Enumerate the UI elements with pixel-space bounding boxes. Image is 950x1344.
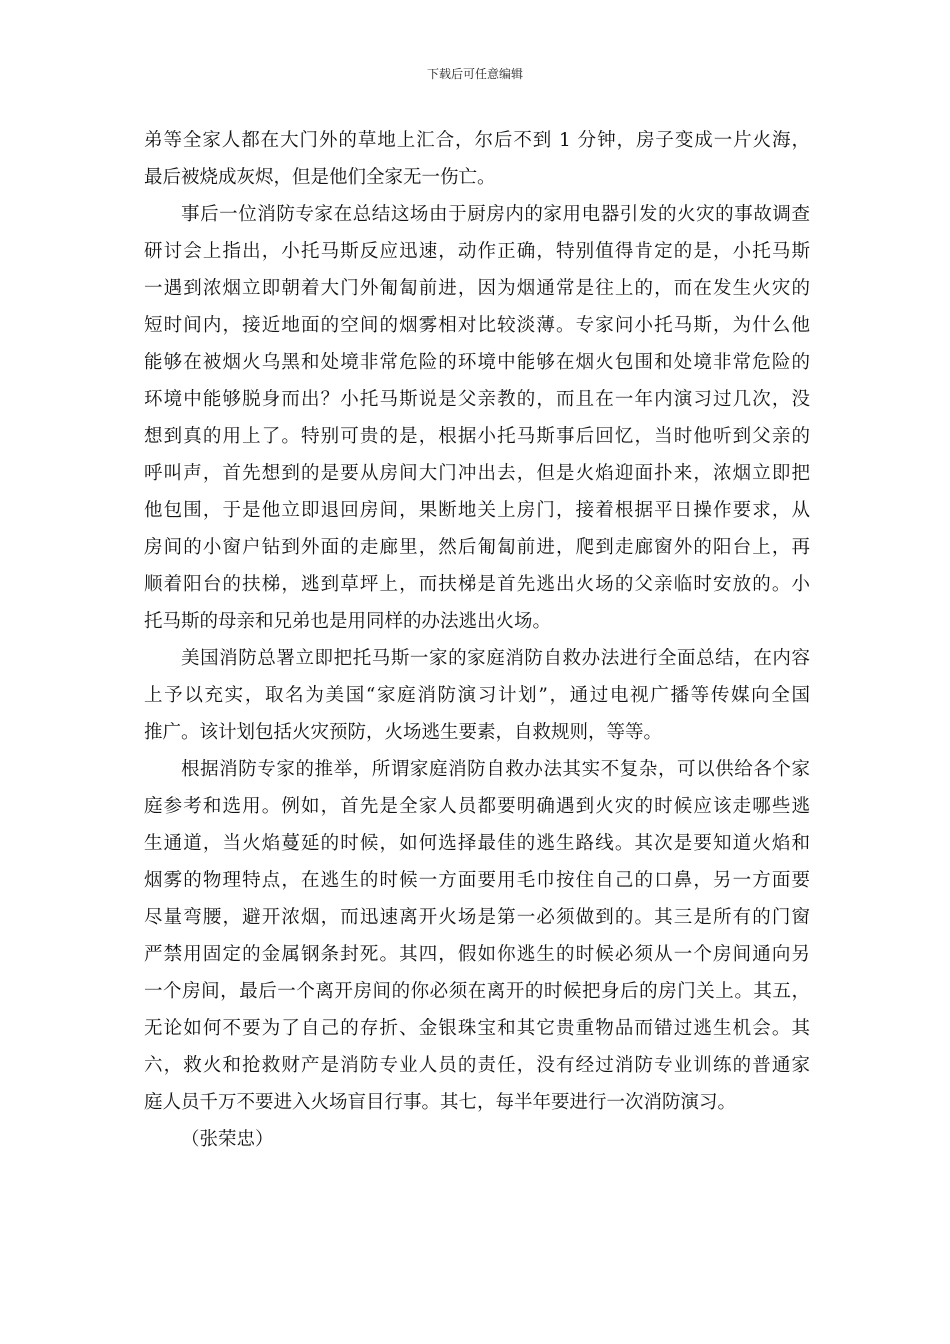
text-line: 呼叫声，首先想到的是要从房间大门冲出去，但是火焰迎面扑来，浓烟立即把 — [144, 463, 810, 484]
text-line: 托马斯的母亲和兄弟也是用同样的办法逃出火场。 — [144, 611, 552, 632]
text-line: 六，救火和抢救财产是消防专业人员的责任，没有经过消防专业训练的普通家 — [144, 1055, 810, 1076]
text-line: 想到真的用上了。特别可贵的是，根据小托马斯事后回忆，当时他听到父亲的 — [144, 426, 810, 447]
text-line: 事后一位消防专家在总结这场由于厨房内的家用电器引发的火灾的事故调查 — [181, 204, 810, 225]
text-line: 环境中能够脱身而出？小托马斯说是父亲教的，而且在一年内演习过几次，没 — [144, 389, 810, 410]
text-line: 根据消防专家的推举，所谓家庭消防自救办法其实不复杂，可以供给各个家 — [181, 759, 810, 780]
text-line: 顺着阳台的扶梯，逃到草坪上，而扶梯是首先逃出火场的父亲临时安放的。小 — [144, 574, 810, 595]
text-line: 弟等全家人都在大门外的草地上汇合，尔后不到 1 分钟，房子变成一片火海， — [144, 130, 810, 151]
text-line: 他包围，于是他立即退回房间，果断地关上房门，接着根据平日操作要求，从 — [144, 500, 810, 521]
text-line: 研讨会上指出，小托马斯反应迅速，动作正确，特别值得肯定的是，小托马斯 — [144, 241, 810, 262]
text-line: 推广。该计划包括火灾预防，火场逃生要素，自救规则，等等。 — [144, 722, 663, 743]
text-line: 严禁用固定的金属钢条封死。其四，假如你逃生的时候必须从一个房间通向另 — [144, 944, 810, 965]
document-body — [144, 122, 810, 1158]
text-lines — [144, 122, 810, 1121]
text-line: 烟雾的物理特点，在逃生的时候一方面要用毛巾按住自己的口鼻，另一方面要 — [144, 870, 810, 891]
text-line: 尽量弯腰，避开浓烟，而迅速离开火场是第一必须做到的。其三是所有的门窗 — [144, 907, 810, 928]
text-line: 最后被烧成灰烬，但是他们全家无一伤亡。 — [144, 167, 496, 188]
text-line: 美国消防总署立即把托马斯一家的家庭消防自救办法进行全面总结，在内容 — [181, 648, 810, 669]
text-line: 庭参考和选用。例如，首先是全家人员都要明确遇到火灾的时候应该走哪些逃 — [144, 796, 810, 817]
text-line: 能够在被烟火乌黑和处境非常危险的环境中能够在烟火包围和处境非常危险的 — [144, 352, 810, 373]
author-byline: （张荣忠） — [181, 1129, 274, 1150]
text-line: 生通道，当火焰蔓延的时候，如何选择最佳的逃生路线。其次是要知道火焰和 — [144, 833, 810, 854]
text-line: 上予以充实，取名为美国“家庭消防演习计划”，通过电视广播等传媒向全国 — [144, 685, 810, 706]
text-line: 无论如何不要为了自己的存折、金银珠宝和其它贵重物品而错过逃生机会。其 — [144, 1018, 810, 1039]
text-line: 一遇到浓烟立即朝着大门外匍匐前进，因为烟通常是往上的，而在发生火灾的 — [144, 278, 810, 299]
text-line: 短时间内，接近地面的空间的烟雾相对比较淡薄。专家问小托马斯，为什么他 — [144, 315, 810, 336]
text-line: 房间的小窗户钻到外面的走廊里，然后匍匐前进，爬到走廊窗外的阳台上，再 — [144, 537, 810, 558]
text-line: 一个房间，最后一个离开房间的你必须在离开的时候把身后的房门关上。其五， — [144, 981, 810, 1002]
page-header: 下载后可任意编辑 — [426, 67, 523, 81]
text-line: 庭人员千万不要进入火场盲目行事。其七，每半年要进行一次消防演习。 — [144, 1092, 737, 1113]
